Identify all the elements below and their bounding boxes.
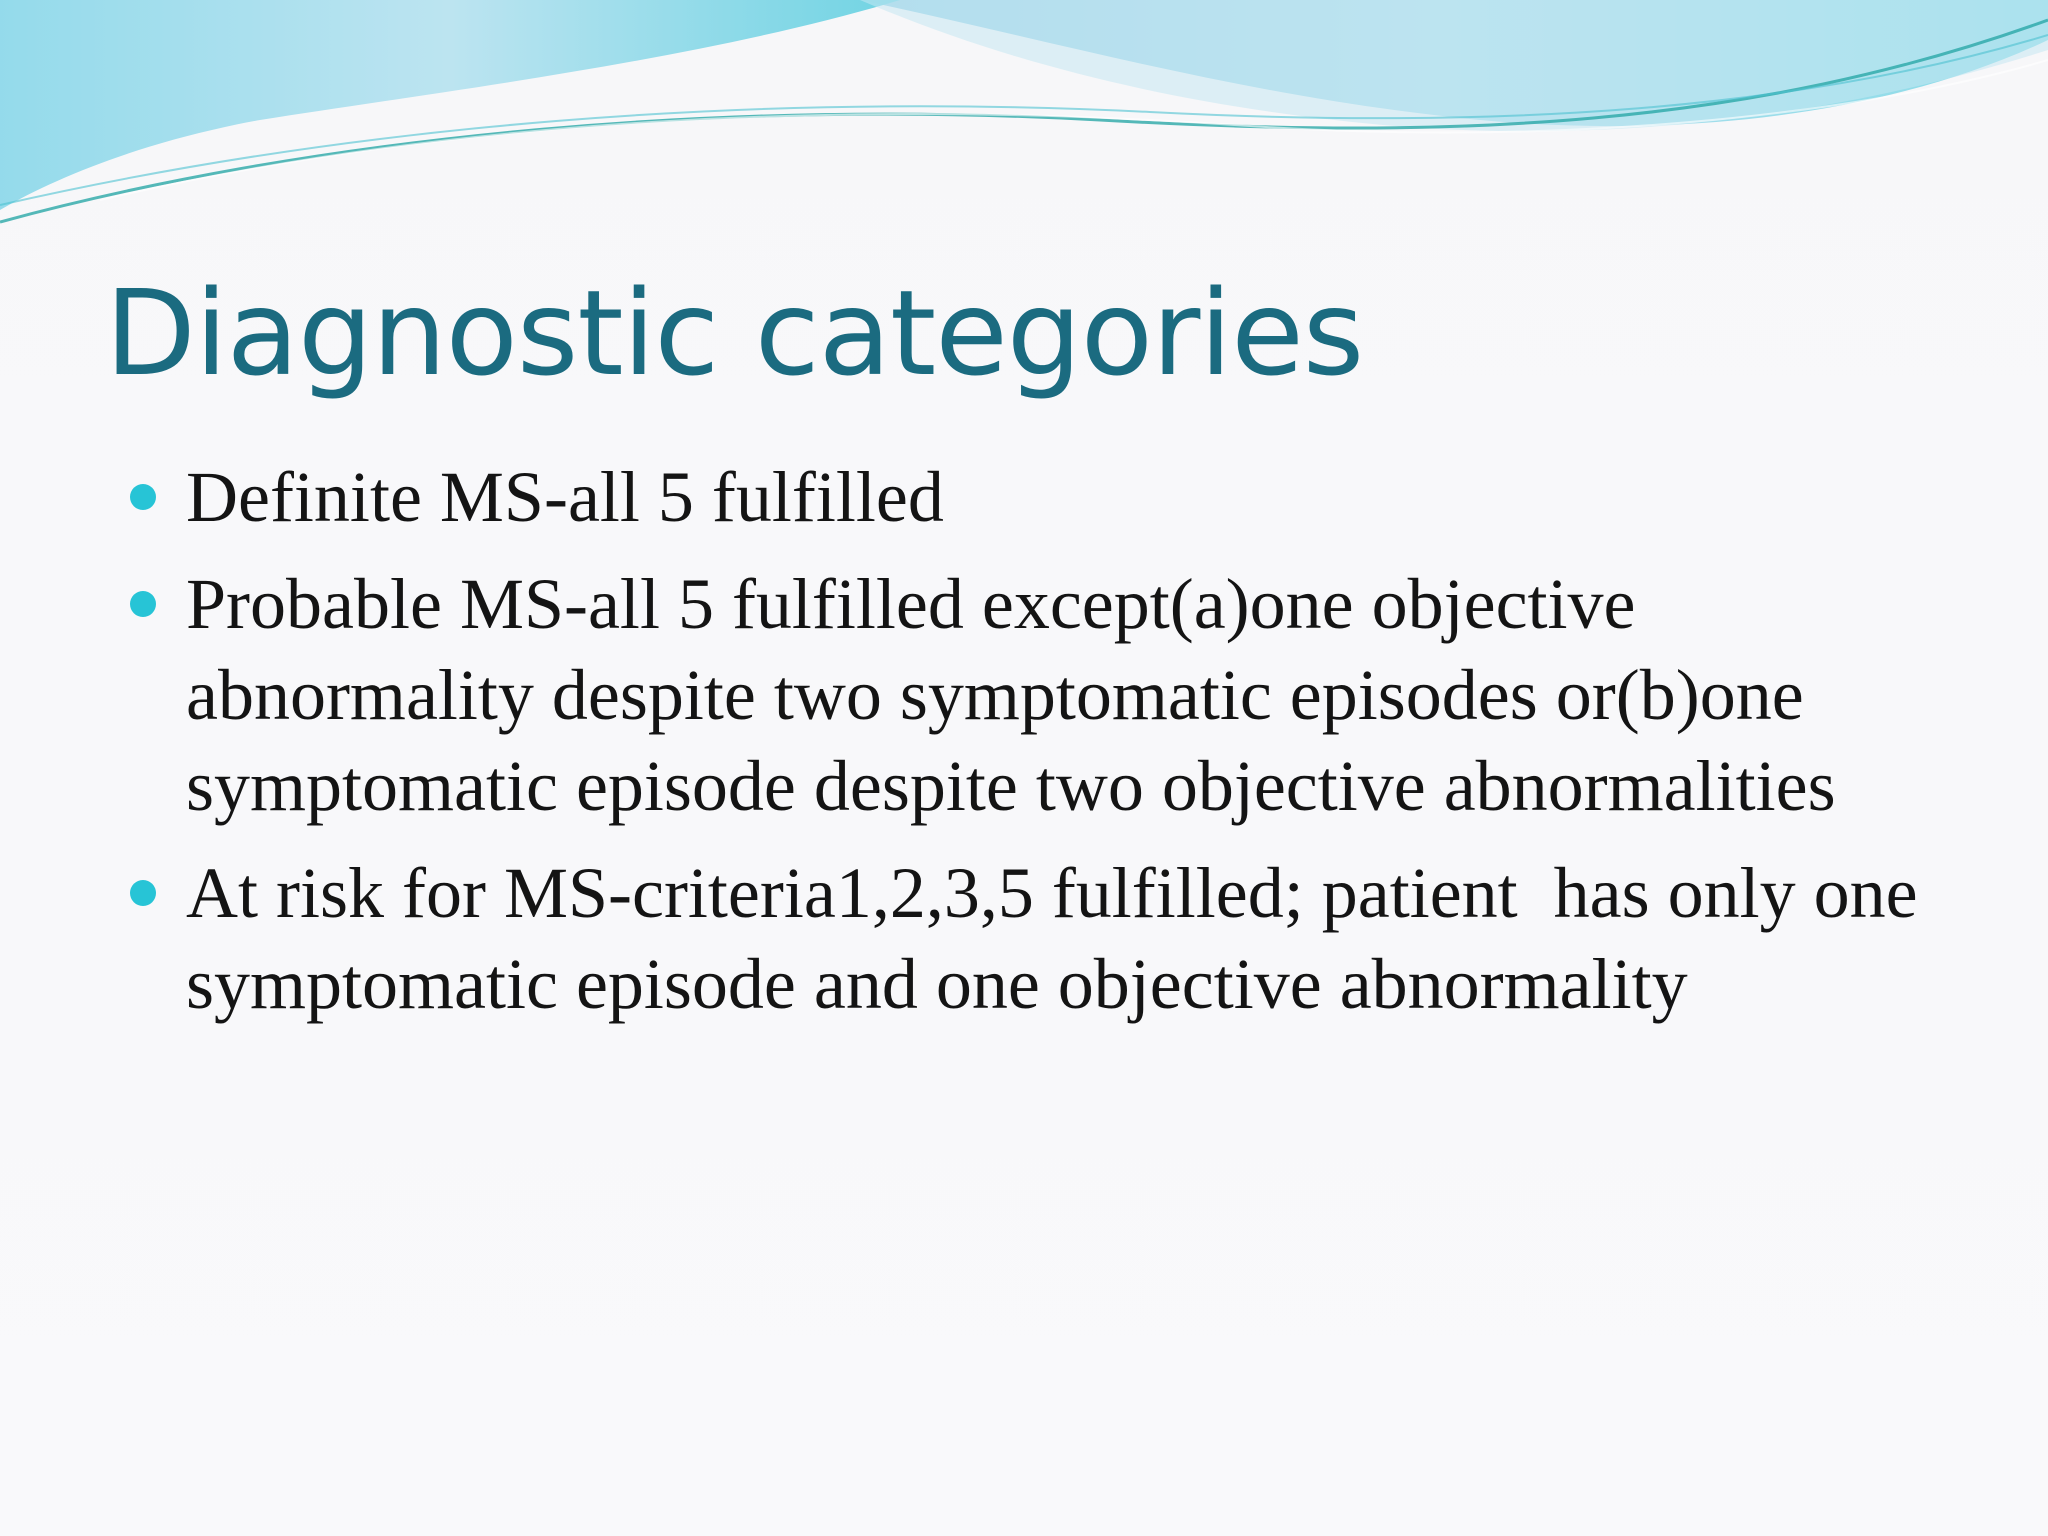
bullet-item-definite-ms — [0, 452, 2048, 543]
bullet-dot-icon — [130, 591, 156, 617]
bullet-item-at-risk-ms — [0, 848, 2048, 1030]
bullet-item-probable-ms — [0, 559, 2048, 832]
bullet-text: Definite MS-all 5 fulfilled — [186, 457, 944, 537]
bullet-list — [0, 452, 2048, 1046]
wave-header-decoration — [0, 0, 2048, 240]
bullet-text: At risk for MS-criteria1,2,3,5 fulfilled; patient has only one symptomatic episode and one objective abnormality — [186, 853, 1936, 1024]
bullet-dot-icon — [130, 880, 156, 906]
bullet-dot-icon — [130, 484, 156, 510]
bullet-text: Probable MS-all 5 fulfilled except(a)one objective abnormality despite two symptomatic episodes or(b)one symptomatic episode despite two objective abnormalities — [186, 564, 1836, 826]
slide-title: Diagnostic categories — [105, 264, 1364, 402]
